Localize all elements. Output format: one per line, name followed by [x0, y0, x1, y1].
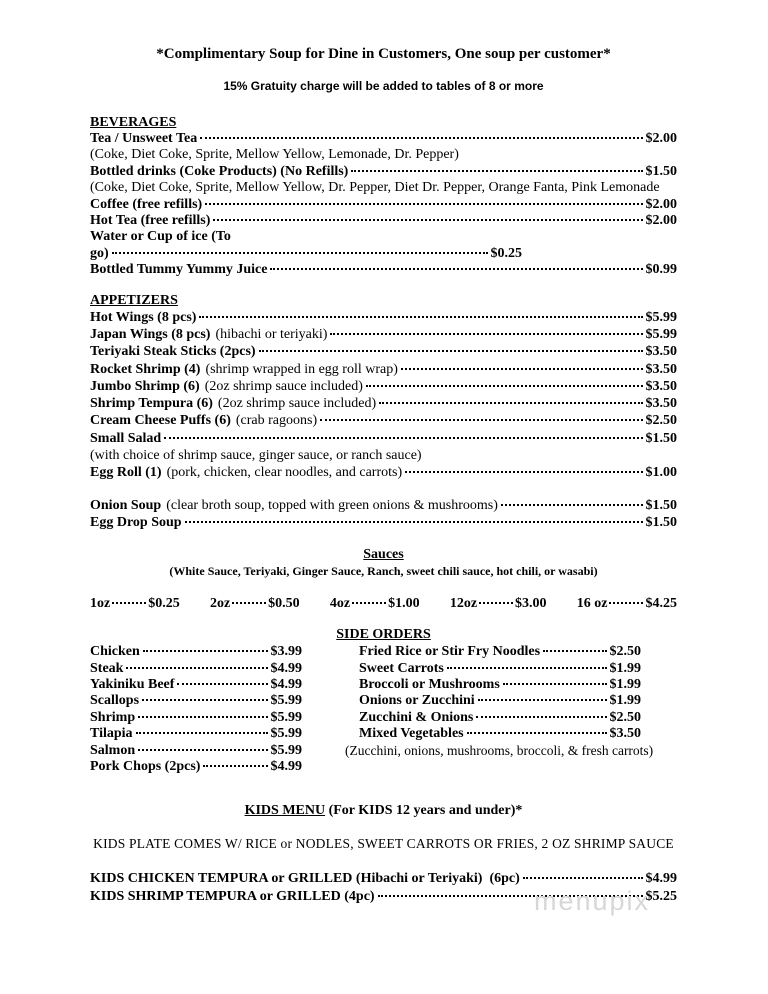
- item-desc: (crab ragoons): [235, 413, 318, 429]
- item-name: Japan Wings (8 pcs): [90, 326, 211, 342]
- item-name: KIDS CHICKEN TEMPURA or GRILLED (Hibachi or Teriyaki) (6pc): [90, 871, 520, 887]
- kids-plate-note: KIDS PLATE COMES W/ RICE or NODLES, SWEET CARROTS OR FRIES, 2 OZ SHRIMP SAUCE: [93, 836, 674, 852]
- item-name: Fried Rice or Stir Fry Noodles: [359, 644, 541, 660]
- menu-line-egg-drop-soup: [90, 514, 677, 531]
- item-price: $1.50: [645, 430, 677, 446]
- item-price: $3.50: [609, 726, 641, 742]
- item-price: $3.50: [645, 361, 677, 377]
- item-name: Coffee (free refills): [90, 196, 203, 212]
- menu-line-tummy-juice: [90, 262, 677, 278]
- item-name: Cream Cheese Puffs (6): [90, 413, 231, 429]
- menu-line-steak-sticks: [90, 343, 677, 360]
- menu-line-rocket-shrimp: [90, 361, 677, 378]
- menu-line-sweet-carrots: [345, 661, 667, 677]
- side-orders-heading: SIDE ORDERS: [336, 627, 431, 643]
- gratuity-note: 15% Gratuity charge will be added to tables of 8 or more: [223, 79, 544, 93]
- menu-line-zucchini-onions: [345, 710, 667, 726]
- item-note: (Coke, Diet Coke, Sprite, Mellow Yellow, Lemonade, Dr. Pepper): [90, 147, 459, 163]
- item-price: $4.99: [270, 660, 302, 676]
- item-note: (with choice of shrimp sauce, ginger sauce, or ranch sauce): [90, 448, 422, 464]
- item-name: Hot Wings (8 pcs): [90, 309, 197, 325]
- item-price: $1.99: [609, 677, 641, 693]
- item-name: Jumbo Shrimp (6): [90, 378, 200, 394]
- section-appetizers: [90, 293, 677, 532]
- menu-line-tea: [90, 131, 677, 147]
- menu-line-scallops: [90, 693, 302, 709]
- item-price: $4.99: [270, 677, 302, 693]
- item-price: $3.99: [270, 644, 302, 660]
- item-name: Hot Tea (free refills): [90, 213, 211, 229]
- item-name: Rocket Shrimp (4): [90, 361, 201, 377]
- sauce-size-2oz: [210, 596, 300, 612]
- item-price: $2.00: [645, 131, 677, 146]
- kids-menu-heading: [90, 803, 677, 819]
- kids-menu-subtitle: (For KIDS 12 years and under)*: [325, 803, 523, 819]
- item-name: Shrimp: [90, 709, 136, 725]
- item-name: Yakiniku Beef: [90, 677, 175, 693]
- menu-line-yakiniku-beef: [90, 677, 302, 693]
- item-name: Broccoli or Mushrooms: [359, 677, 500, 693]
- item-price: $2.50: [609, 644, 641, 660]
- side-orders-right-column: [345, 644, 667, 775]
- item-desc: (shrimp wrapped in egg roll wrap): [205, 361, 398, 377]
- item-price: $2.00: [645, 196, 677, 212]
- size-label: 16 oz: [576, 596, 608, 612]
- item-name: Zucchini & Onions: [359, 709, 474, 725]
- item-name: Mixed Vegetables: [359, 726, 464, 742]
- item-name: Shrimp Tempura (6): [90, 396, 213, 412]
- menu-line-onions-zucchini: [345, 693, 667, 709]
- item-name: Egg Roll (1): [90, 465, 162, 481]
- menu-line-salmon: [90, 743, 302, 759]
- item-name: Pork Chops (2pcs): [90, 759, 201, 775]
- side-orders-heading-wrap: [90, 627, 677, 643]
- side-orders-left-column: [90, 644, 302, 775]
- item-price: $3.50: [645, 378, 677, 394]
- item-price: $5.25: [645, 888, 677, 904]
- section-sauces: [90, 547, 677, 612]
- menu-line-shrimp-tempura: [90, 395, 677, 412]
- item-price: $0.25: [490, 245, 522, 261]
- menu-line-shrimp: [90, 710, 302, 726]
- sauces-heading: Sauces: [363, 547, 404, 563]
- menu-line-water-wrap: [90, 229, 677, 245]
- item-name: go): [90, 245, 109, 261]
- item-name: Sweet Carrots: [359, 660, 444, 676]
- menu-line-tilapia: [90, 726, 302, 742]
- menu-line-onion-soup: [90, 497, 677, 514]
- menu-line-water-price: [90, 246, 522, 262]
- item-price: $4.99: [645, 871, 677, 887]
- item-price: $2.50: [645, 413, 677, 429]
- size-label: 12oz: [449, 596, 478, 612]
- item-name: Tilapia: [90, 726, 133, 742]
- item-desc: (clear broth soup, topped with green onions & mushrooms): [166, 497, 498, 513]
- menu-line-bottled-drinks: [90, 164, 677, 180]
- item-price: $3.50: [645, 396, 677, 412]
- item-price: $0.99: [645, 262, 677, 278]
- item-price: $2.00: [645, 213, 677, 229]
- item-price: $5.99: [645, 309, 677, 325]
- item-price: $5.99: [645, 326, 677, 342]
- menu-line-fried-rice: [345, 644, 667, 660]
- appetizers-heading: APPETIZERS: [90, 292, 178, 308]
- menupix-watermark: menupix: [534, 886, 651, 916]
- menu-line-chicken: [90, 644, 302, 660]
- menu-line-coffee: [90, 197, 677, 213]
- item-price: $5.99: [270, 709, 302, 725]
- sauce-size-12oz: [450, 596, 547, 612]
- size-price: $3.00: [515, 596, 547, 612]
- menu-line-pork-chops: [90, 759, 302, 775]
- size-price: $0.25: [148, 596, 180, 612]
- sauce-size-16oz: [577, 596, 677, 612]
- menu-line-mixed-vegetables: [345, 726, 667, 742]
- item-price: $2.50: [609, 709, 641, 725]
- item-name: KIDS SHRIMP TEMPURA or GRILLED (4pc): [90, 888, 375, 904]
- item-price: $5.99: [270, 726, 302, 742]
- sauce-size-row: [90, 596, 677, 612]
- item-price: $4.99: [270, 759, 302, 775]
- soups-block: [90, 497, 677, 532]
- menu-line-egg-roll: [90, 464, 677, 481]
- item-name: Water or Cup of ice (To: [90, 229, 231, 245]
- menu-line-small-salad: [90, 430, 677, 447]
- item-price: $1.99: [609, 693, 641, 709]
- sauce-size-1oz: [90, 596, 180, 612]
- item-name: Scallops: [90, 693, 140, 709]
- item-price: $5.99: [270, 693, 302, 709]
- section-beverages: [90, 115, 677, 279]
- item-name: Small Salad: [90, 430, 162, 446]
- item-desc: (2oz shrimp sauce included): [204, 378, 363, 394]
- menu-line-jumbo-shrimp: [90, 378, 677, 395]
- item-name: Chicken: [90, 644, 140, 660]
- item-price: $1.50: [645, 163, 677, 179]
- item-price: $3.50: [645, 344, 677, 360]
- menu-line-hot-wings: [90, 309, 677, 326]
- menu-line-hot-tea: [90, 213, 677, 229]
- size-label: 4oz: [329, 596, 351, 612]
- menu-line-cream-cheese-puffs: [90, 412, 677, 429]
- menu-line-japan-wings: [90, 326, 677, 343]
- size-label: 1oz: [90, 596, 111, 612]
- item-name: Bottled drinks (Coke Products) (No Refills): [90, 163, 349, 179]
- kids-menu-title: KIDS MENU: [244, 803, 326, 819]
- item-price: $5.99: [270, 742, 302, 758]
- sauce-size-4oz: [330, 596, 420, 612]
- section-side-orders: [90, 627, 677, 775]
- size-label: 2oz: [209, 596, 231, 612]
- side-orders-columns: [90, 644, 677, 775]
- item-name: Teriyaki Steak Sticks (2pcs): [90, 344, 256, 360]
- item-price: $1.50: [645, 514, 677, 530]
- item-name: Tea / Unsweet Tea: [90, 131, 198, 146]
- size-price: $4.25: [645, 596, 677, 612]
- item-price: $1.00: [645, 465, 677, 481]
- item-desc: (hibachi or teriyaki): [215, 326, 328, 342]
- item-name: Salmon: [90, 742, 136, 758]
- sauces-note: (White Sauce, Teriyaki, Ginger Sauce, Ranch, sweet chili sauce, hot chili, or wasabi): [169, 564, 598, 579]
- item-note: (Coke, Diet Coke, Sprite, Mellow Yellow, Dr. Pepper, Diet Dr. Pepper, Orange Fanta, Pink Lemonade: [90, 180, 660, 196]
- size-price: $0.50: [268, 596, 300, 612]
- item-desc: (pork, chicken, clear noodles, and carrots): [166, 465, 403, 481]
- item-name: Egg Drop Soup: [90, 514, 182, 530]
- menu-line-broccoli-mushrooms: [345, 677, 667, 693]
- mixed-vegetables-note: (Zucchini, onions, mushrooms, broccoli, & fresh carrots): [345, 742, 654, 758]
- page-title: *Complimentary Soup for Dine in Customers, One soup per customer*: [156, 46, 611, 62]
- item-name: Onion Soup: [90, 497, 162, 513]
- item-name: Onions or Zucchini: [359, 693, 475, 709]
- beverages-heading: BEVERAGES: [90, 115, 177, 130]
- item-name: Steak: [90, 660, 124, 676]
- menu-line-steak: [90, 661, 302, 677]
- item-name: Bottled Tummy Yummy Juice: [90, 262, 268, 278]
- item-price: $1.50: [645, 497, 677, 513]
- size-price: $1.00: [388, 596, 420, 612]
- item-price: $1.99: [609, 660, 641, 676]
- item-desc: (2oz shrimp sauce included): [217, 396, 377, 412]
